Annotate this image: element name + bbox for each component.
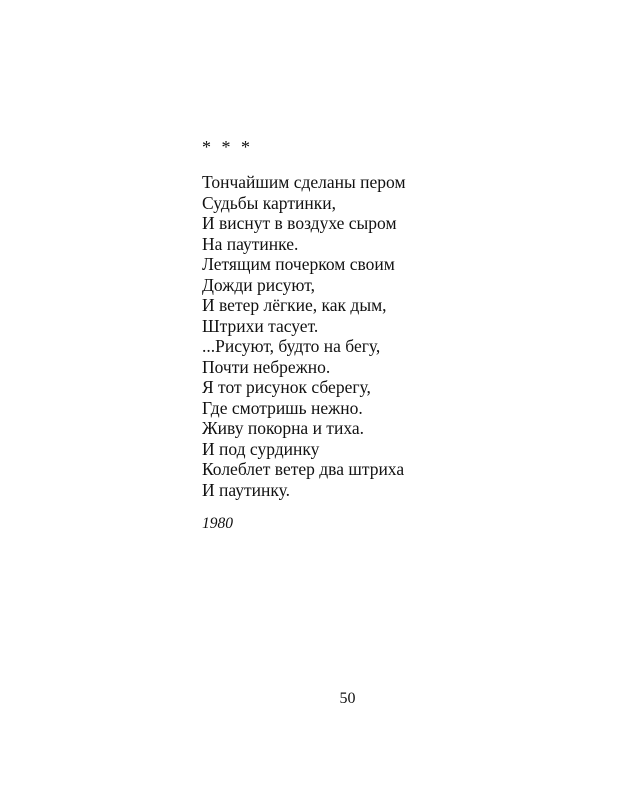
poem-line: Почти небрежно. bbox=[202, 356, 331, 377]
poem-line: Летящим почерком своим bbox=[202, 254, 395, 274]
poem-line: Я тот рисунок сберегу, bbox=[202, 377, 371, 397]
poem-line: И паутинку. bbox=[202, 479, 291, 500]
poem-line: И ветер лёгкие, как дым, bbox=[202, 295, 387, 315]
poem-line: Дожди рисуют, bbox=[202, 274, 315, 295]
page-number: 50 bbox=[339, 690, 356, 707]
poem-line: Штрихи тасует. bbox=[202, 315, 319, 336]
poem-line: Живу покорна и тиха. bbox=[202, 418, 364, 438]
page-number-container bbox=[0, 689, 625, 709]
poem-line: ...Рисуют, будто на бегу, bbox=[202, 336, 381, 356]
poem-line: Тончайшим сделаны пером bbox=[202, 172, 406, 192]
poem-line: И виснут в воздухе сыром bbox=[202, 213, 397, 233]
poem-line: Колеблет ветер два штриха bbox=[202, 459, 405, 479]
poem-line: Где смотришь нежно. bbox=[202, 397, 363, 418]
poem-line: И под сурдинку bbox=[202, 438, 320, 459]
poem-text bbox=[202, 172, 582, 500]
poem-line: На паутинке. bbox=[202, 233, 299, 254]
poem-ornament: * * * bbox=[202, 137, 253, 157]
poem-line: Судьбы картинки, bbox=[202, 192, 336, 213]
poem-year: 1980 bbox=[202, 515, 233, 532]
